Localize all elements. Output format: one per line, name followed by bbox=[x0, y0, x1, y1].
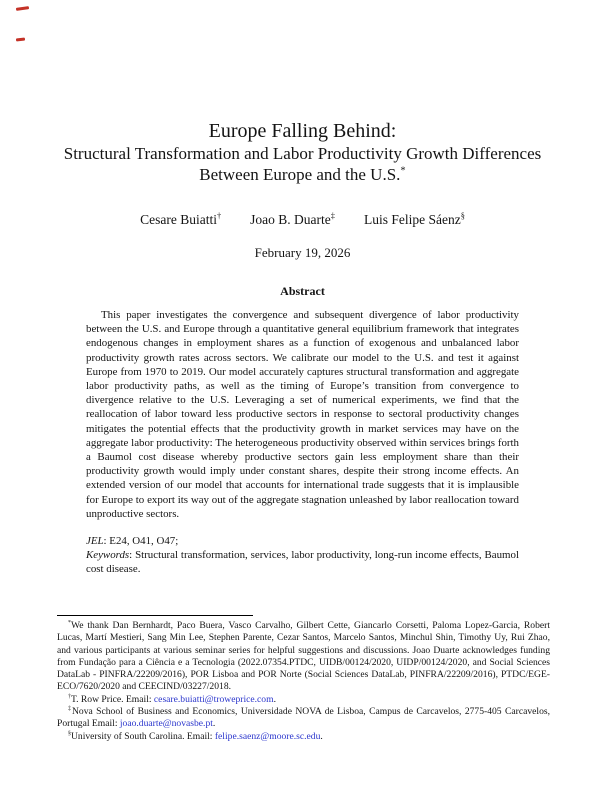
jel-codes: : E24, O41, O47; bbox=[103, 535, 179, 548]
footnote-3-text: Nova School of Business and Economics, Universidade NOVA de Lisboa, Campus de Carcavelos, 2775-405 Carcavelos, Portugal Email: bbox=[57, 706, 551, 730]
abstract-body bbox=[86, 308, 519, 521]
author-2 bbox=[250, 212, 335, 228]
paper-subtitle-line1 bbox=[0, 143, 605, 164]
footnote-area bbox=[57, 615, 550, 743]
abstract-heading: Abstract bbox=[280, 284, 325, 298]
paper-subtitle-text-2: Between Europe and the U.S. bbox=[199, 165, 401, 184]
author-2-name: Joao B. Duarte bbox=[250, 212, 331, 227]
paper-subtitle-text-1: Structural Transformation and Labor Productivity Growth Differences bbox=[63, 144, 542, 163]
author-3-name: Luis Felipe Sáenz bbox=[363, 212, 461, 227]
footnote-2-after: . bbox=[273, 693, 276, 705]
footnote-author-3 bbox=[57, 731, 550, 743]
footnote-4-marker: § bbox=[68, 730, 71, 737]
footnote-1-marker: * bbox=[68, 619, 71, 626]
email-link-buiatti[interactable]: cesare.buiatti@troweprice.com bbox=[153, 693, 274, 705]
author-1-name: Cesare Buiatti bbox=[140, 212, 217, 227]
paper-date: February 19, 2026 bbox=[254, 245, 351, 260]
author-3 bbox=[364, 212, 465, 228]
email-link-saenz[interactable]: felipe.saenz@moore.sc.edu bbox=[214, 730, 321, 742]
footnote-3-after: . bbox=[212, 718, 216, 730]
paper-title-text: Europe Falling Behind: bbox=[208, 120, 397, 142]
author-1 bbox=[140, 212, 221, 228]
title-footnote-symbol: * bbox=[400, 165, 406, 177]
jel-keywords-block bbox=[86, 534, 519, 577]
author-2-affiliation-symbol: ‡ bbox=[330, 211, 335, 221]
footnote-author-2 bbox=[57, 706, 550, 731]
author-3-affiliation-symbol: § bbox=[460, 211, 465, 221]
footnote-3-marker: ‡ bbox=[68, 705, 72, 712]
paper-title bbox=[0, 119, 605, 143]
jel-label: JEL bbox=[86, 535, 104, 548]
footnote-rule bbox=[57, 615, 253, 616]
footnote-author-1 bbox=[57, 694, 550, 706]
keywords-text: : Structural transformation, services, labor productivity, long-run income effects, Baumol cost disease. bbox=[86, 549, 519, 576]
footnote-4-text: University of South Carolina. Email: bbox=[70, 730, 215, 742]
author-1-affiliation-symbol: † bbox=[216, 211, 222, 221]
keywords-label: Keywords bbox=[86, 549, 130, 562]
footnote-acknowledgments bbox=[57, 620, 550, 694]
author-list bbox=[0, 212, 605, 228]
abstract-paragraph: This paper investigates the convergence and subsequent divergence of labor productivity between the U.S. and Europe through a quantitative general equilibrium framework that integrates endogenous changes in employment shares as a function of exogenous and unbalanced labor productivity growth rates across sectors. We calibrate our model to the U.S. and test it against Europe from 1970 to 2019. Our model accurately captures structural transformation and aggregate labor productivity paths, as well as the timing of Europe’s transition from convergence to divergence relative to the U.S. Leveraging a set of numerical experiments, we find that the reallocation of labor toward less productive sectors in response to sectoral productivity changes mitigates the potential effects that the productivity growth in market services may have on the aggregate labor productivity: The heterogeneous productivity observed within services brings forth a Baumol cost disease whereby productive sectors gain less employment share than their productivity growth would imply under constant shares, despite their strong income effects. An extended version of our model that accounts for international trade suggests that it is implausible for Europe to export its way out of the aggregate stagnation unleashed by labor reallocation toward unproductive sectors. bbox=[86, 309, 519, 520]
title-block bbox=[0, 0, 605, 185]
email-link-duarte[interactable]: joao.duarte@novasbe.pt bbox=[119, 718, 213, 730]
footnote-1-text: We thank Dan Bernhardt, Paco Buera, Vasco Carvalho, Gilbert Cette, Giancarlo Corsetti, Paloma Lopez-Garcia, Robert Lucas, Martí Mestieri, Sang Min Lee, Stephen Parente, Cezar Santos, Marcelo Santos, Minchul Shin, Timothy Uy, Rui Zhao, and various participants at various seminar series for helpful suggestions and discussions. Joao Duarte acknowledges funding from Fundação para a Ciência e a Tecnologia (2022.07354.PTDC, UIDB/00124/2020, UIDP/00124/2020, and Social Sciences DataLab - PINFRA/22209/2016), POR Lisboa and POR Norte (Social Sciences DataLab, PINFRA/22209/2016), PTDC/EGE-ECO/7620/2020 and CEECIND/03227/2018. bbox=[57, 620, 550, 693]
paper-subtitle-line2 bbox=[0, 164, 605, 185]
jel-line bbox=[86, 534, 519, 548]
footnote-2-marker: † bbox=[68, 693, 71, 700]
footnote-4-after: . bbox=[320, 730, 323, 742]
keywords-line bbox=[86, 548, 519, 576]
footnote-2-text: T. Row Price. Email: bbox=[70, 693, 154, 705]
